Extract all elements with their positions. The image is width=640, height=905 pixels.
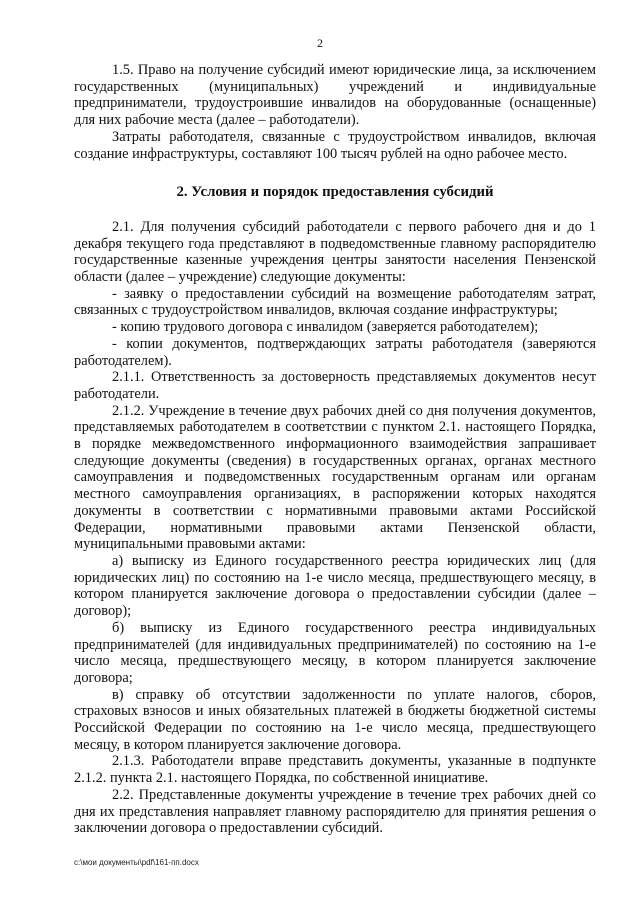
document-body	[74, 62, 596, 837]
paragraph-1-5: 1.5. Право на получение субсидий имеют юридические лица, за исключением государственных (муниципальных) учреждений и индивидуальные предприниматели, трудоустроившие инвалидов на оборудованные (оснащенные) для них рабочие места (далее – работодатели).	[74, 62, 596, 129]
paragraph-2-1-1: 2.1.1. Ответственность за достоверность представляемых документов несут работодатели.	[74, 369, 596, 402]
page-number: 2	[317, 36, 323, 50]
paragraph-2-1: 2.1. Для получения субсидий работодатели с первого рабочего дня и до 1 декабря текущего года представляют в подведомственные главному распорядителю государственные казенные учреждения центры занятости населения Пензенской области (далее – учреждение) следующие документы:	[74, 218, 596, 286]
list-item-application: - заявку о предоставлении субсидий на возмещение работодателям затрат, связанных с трудоустройством инвалидов, включая создание инфраструктуры;	[74, 285, 596, 319]
paragraph-2-1-3: 2.1.3. Работодатели вправе представить документы, указанные в подпункте 2.1.2. пункта 2.1. настоящего Порядка, по собственной инициативе.	[74, 753, 596, 787]
list-item-v: в) справку об отсутствии задолженности по уплате налогов, сборов, страховых взносов и иных обязательных платежей в бюджеты бюджетной системы Российской Федерации по состоянию на 1-е число месяца, предшествующего месяцу, в котором планируется заключение договора.	[74, 686, 596, 753]
list-item-a: а) выписку из Единого государственного реестра юридических лиц (для юридических лиц) по состоянию на 1-е число месяца, предшествующего месяцу, в котором планируется заключение договора о предоставлении субсидии (далее – договор);	[74, 552, 596, 620]
paragraph-2-1-2: 2.1.2. Учреждение в течение двух рабочих дней со дня получения документов, представляемых работодателем в соответствии с пунктом 2.1. настоящего Порядка, в порядке межведомственного информационного взаимодействия запрашивает следующие документы (сведения) в государственных органах, органах местного самоуправления и подведомственных государственным органам или органам местного самоуправления организациях, в распоряжении которых находятся документы в соответствии с нормативными правовыми актами Российской Федерации, нормативными правовыми актами Пензенской области, муниципальными правовыми актами:	[74, 402, 596, 553]
list-item-b: б) выписку из Единого государственного реестра индивидуальных предпринимателей (для индивидуальных предпринимателей) по состоянию на 1-е число месяца, предшествующего месяцу, в котором планируется заключение договора;	[74, 619, 596, 686]
paragraph-costs: Затраты работодателя, связанные с трудоустройством инвалидов, включая создание инфраструктуры, составляют 100 тысяч рублей на одно рабочее место.	[74, 128, 596, 162]
footer-file-path: c:\мои документы\pdf\161-пп.docx	[74, 858, 199, 867]
paragraph-2-2: 2.2. Представленные документы учреждение в течение трех рабочих дней со дня их представления направляет главному распорядителю для принятия решения о заключении договора о предоставлении субсидий.	[74, 786, 596, 837]
list-item-contract-copy: - копию трудового договора с инвалидом (заверяется работодателем);	[112, 319, 539, 336]
list-item-cost-documents: - копии документов, подтверждающих затраты работодателя (заверяются работодателем).	[74, 335, 596, 369]
section-heading: 2. Условия и порядок предоставления субсидий	[176, 184, 494, 201]
